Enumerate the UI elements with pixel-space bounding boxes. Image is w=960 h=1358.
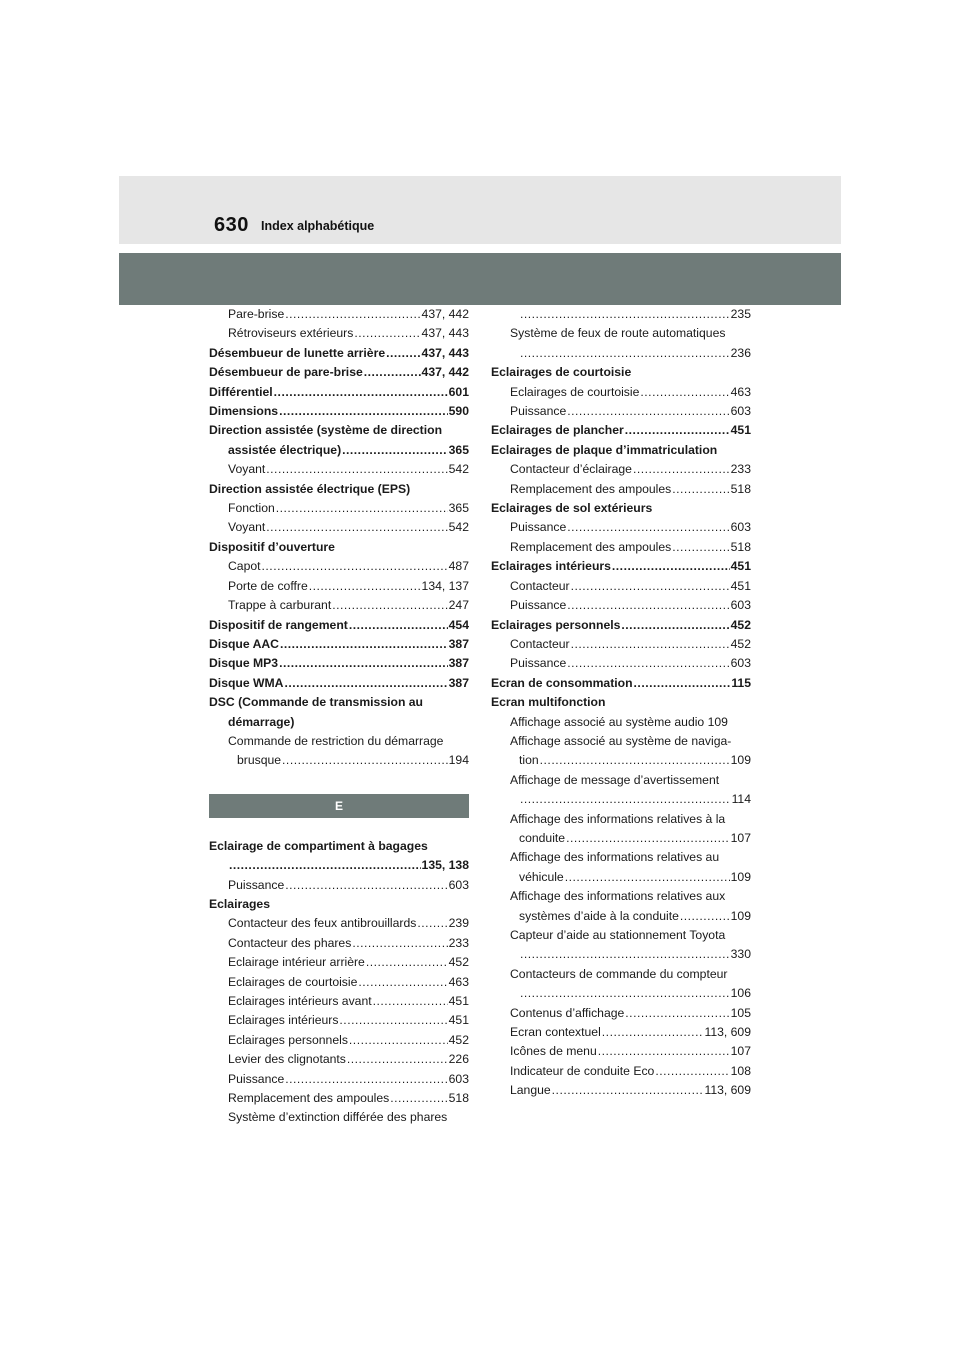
index-subentry-text: Contacteurs de commande du compteur bbox=[510, 966, 728, 981]
index-subentry bbox=[209, 596, 469, 615]
leader-dots bbox=[266, 460, 447, 479]
leader-dots bbox=[332, 596, 447, 615]
entry-label: Puissance bbox=[228, 1071, 285, 1086]
index-column-right bbox=[491, 305, 751, 1101]
entry-label: Porte de coffre bbox=[228, 578, 308, 593]
leader-dots bbox=[284, 674, 447, 693]
leader-dots bbox=[598, 1042, 730, 1061]
index-entry bbox=[209, 383, 469, 402]
page-reference: 194 bbox=[448, 753, 469, 768]
index-entry bbox=[491, 557, 751, 576]
page-reference: 542 bbox=[448, 520, 469, 535]
page-reference: 451 bbox=[448, 1013, 469, 1028]
page-reference: 109 bbox=[730, 753, 751, 768]
entry-label: Voyant bbox=[228, 462, 266, 477]
page-reference: 387 bbox=[448, 656, 469, 671]
page-reference: 239 bbox=[448, 916, 469, 931]
page-reference: 115 bbox=[731, 675, 751, 690]
entry-label: Disque MP3 bbox=[209, 656, 279, 671]
index-subentry bbox=[491, 635, 751, 654]
index-subentry bbox=[491, 518, 751, 537]
index-entry bbox=[491, 616, 751, 635]
leader-dots bbox=[347, 1050, 448, 1069]
header-dark-band bbox=[119, 253, 841, 305]
leader-dots bbox=[229, 856, 421, 875]
page-reference: 108 bbox=[730, 1063, 751, 1078]
entry-label: Eclairages personnels bbox=[228, 1032, 348, 1047]
page-reference: 603 bbox=[730, 598, 751, 613]
leader-dots bbox=[567, 596, 729, 615]
leader-dots bbox=[520, 305, 730, 324]
index-subentry bbox=[209, 1070, 469, 1089]
section-letter: E bbox=[334, 798, 343, 813]
entry-label: Contacteur des feux antibrouillards bbox=[228, 916, 417, 931]
entry-label: Eclairages de courtoisie bbox=[228, 974, 358, 989]
leader-dots bbox=[567, 654, 729, 673]
index-subentry bbox=[491, 344, 751, 363]
entry-label: Remplacement des ampoules bbox=[228, 1091, 390, 1106]
entry-label: Dimensions bbox=[209, 404, 279, 419]
index-heading: Eclairage de compartiment à bagages bbox=[209, 838, 428, 853]
leader-dots bbox=[612, 557, 730, 576]
page-reference: 365 bbox=[448, 501, 469, 516]
index-entry bbox=[209, 654, 469, 673]
entry-label: véhicule bbox=[519, 869, 564, 884]
entry-label: Levier des clignotants bbox=[228, 1052, 346, 1067]
page-reference: 463 bbox=[448, 974, 469, 989]
entry-label: Puissance bbox=[510, 656, 567, 671]
entry-label: Contacteur bbox=[510, 578, 570, 593]
leader-dots bbox=[655, 1062, 729, 1081]
index-heading: Direction assistée électrique (EPS) bbox=[209, 481, 411, 496]
leader-dots bbox=[279, 654, 448, 673]
index-subentry bbox=[209, 934, 469, 953]
page-reference: 113, 609 bbox=[704, 1083, 751, 1098]
leader-dots bbox=[349, 616, 448, 635]
index-subentry bbox=[491, 1062, 751, 1081]
page-reference: 113, 609 bbox=[704, 1025, 751, 1040]
page-reference: 487 bbox=[448, 559, 469, 574]
index-subentry-text: Capteur d’aide au stationnement Toyota bbox=[510, 928, 726, 942]
entry-label: Puissance bbox=[228, 877, 285, 892]
page-reference: 603 bbox=[448, 877, 469, 892]
index-subentry bbox=[209, 557, 469, 576]
index-subentry bbox=[491, 945, 751, 964]
entry-label: Indicateur de conduite Eco bbox=[510, 1063, 655, 1078]
leader-dots bbox=[567, 402, 729, 421]
page-reference: 542 bbox=[448, 462, 469, 477]
entry-label: Contacteur des phares bbox=[228, 935, 352, 950]
entry-label: Contacteur bbox=[510, 636, 570, 651]
page-reference: 109 bbox=[730, 908, 751, 923]
leader-dots bbox=[520, 344, 730, 363]
leader-dots bbox=[358, 973, 447, 992]
index-subentry bbox=[491, 790, 751, 809]
index-subentry-text: Affichage associé au système audio 109 bbox=[510, 714, 728, 729]
leader-dots bbox=[285, 876, 447, 895]
index-subentry bbox=[209, 1050, 469, 1069]
page-reference: 135, 138 bbox=[421, 858, 469, 873]
page-reference: 451 bbox=[730, 423, 751, 438]
index-entry bbox=[209, 616, 469, 635]
entry-label: Voyant bbox=[228, 520, 266, 535]
page-reference: 451 bbox=[448, 994, 469, 1008]
index-subentry bbox=[491, 402, 751, 421]
index-subentry bbox=[491, 751, 751, 770]
leader-dots bbox=[625, 1004, 729, 1023]
index-subentry bbox=[491, 1042, 751, 1061]
index-subentry bbox=[209, 518, 469, 537]
leader-dots bbox=[354, 324, 420, 343]
index-subentry bbox=[491, 577, 751, 596]
leader-dots bbox=[386, 344, 420, 363]
leader-dots bbox=[266, 518, 447, 537]
leader-dots bbox=[567, 518, 729, 537]
entry-label: Eclairages de courtoisie bbox=[510, 384, 640, 399]
index-subentry-text: Système de feux de route automatiques bbox=[510, 326, 726, 341]
index-subentry bbox=[209, 992, 469, 1011]
leader-dots bbox=[282, 751, 448, 770]
leader-dots bbox=[339, 1011, 447, 1030]
page-reference: 437, 443 bbox=[421, 345, 469, 360]
index-heading: Eclairages de plaque d’immatriculation bbox=[491, 442, 718, 457]
leader-dots bbox=[621, 616, 729, 635]
index-subentry bbox=[209, 953, 469, 972]
index-heading: DSC (Commande de transmission au bbox=[209, 695, 424, 710]
index-subentry bbox=[209, 876, 469, 895]
leader-dots bbox=[672, 538, 729, 557]
leader-dots bbox=[364, 363, 421, 382]
entry-label: Capot bbox=[228, 559, 261, 574]
leader-dots bbox=[680, 907, 730, 926]
entry-label: Remplacement des ampoules bbox=[510, 481, 672, 496]
leader-dots bbox=[625, 421, 730, 440]
entry-label: Eclairages personnels bbox=[491, 617, 621, 632]
entry-label: tion bbox=[519, 753, 539, 768]
page-reference: 437, 443 bbox=[421, 326, 469, 341]
index-entry bbox=[209, 635, 469, 654]
page-reference: 105 bbox=[730, 1005, 751, 1020]
leader-dots bbox=[571, 577, 730, 596]
page-reference: 463 bbox=[730, 384, 751, 399]
leader-dots bbox=[280, 635, 448, 654]
index-subentry bbox=[209, 1089, 469, 1108]
page-reference: 452 bbox=[730, 617, 751, 632]
leader-dots bbox=[276, 499, 448, 518]
page-reference: 601 bbox=[448, 384, 469, 399]
entry-label: Eclairages intérieurs bbox=[228, 1013, 339, 1028]
index-subentry bbox=[209, 324, 469, 343]
entry-label: Eclairage intérieur arrière bbox=[228, 955, 365, 970]
index-heading: Ecran multifonction bbox=[491, 695, 606, 710]
index-subentry bbox=[209, 1031, 469, 1050]
page-reference: 451 bbox=[730, 578, 751, 593]
index-subentry bbox=[491, 984, 751, 1003]
leader-dots bbox=[520, 984, 730, 1003]
index-subentry bbox=[491, 460, 751, 479]
index-subentry-text: Affichage des informations relatives à la bbox=[510, 811, 726, 826]
page-reference: 247 bbox=[448, 598, 469, 613]
page-reference: 114 bbox=[731, 792, 751, 807]
entry-label: Puissance bbox=[510, 404, 567, 419]
index-entry bbox=[209, 363, 469, 382]
page-reference: 451 bbox=[730, 559, 751, 574]
page-reference: 134, 137 bbox=[421, 578, 469, 593]
page-reference: 106 bbox=[730, 986, 751, 1001]
leader-dots bbox=[390, 1089, 447, 1108]
page-reference: 603 bbox=[730, 656, 751, 671]
index-subentry bbox=[209, 499, 469, 518]
page-reference: 235 bbox=[730, 307, 751, 321]
index-subentry bbox=[209, 577, 469, 596]
entry-label: Désembueur de pare-brise bbox=[209, 365, 363, 380]
leader-dots bbox=[571, 635, 730, 654]
page-reference: 518 bbox=[448, 1091, 469, 1106]
entry-label: Eclairages intérieurs avant bbox=[228, 994, 372, 1008]
page-reference: 226 bbox=[448, 1052, 469, 1067]
index-subentry bbox=[491, 1081, 751, 1100]
page-reference: 437, 442 bbox=[421, 307, 469, 321]
page-reference: 518 bbox=[730, 481, 751, 496]
index-subentry bbox=[491, 654, 751, 673]
entry-label: Langue bbox=[510, 1083, 551, 1098]
page-reference: 387 bbox=[448, 675, 469, 690]
index-heading: Direction assistée (système de direction bbox=[209, 423, 443, 438]
index-subentry-text: Affichage des informations relatives au bbox=[510, 850, 720, 865]
index-subentry-text: Système d’extinction différée des phares bbox=[228, 1110, 448, 1125]
leader-dots bbox=[634, 674, 731, 693]
page-reference: 603 bbox=[448, 1071, 469, 1086]
index-heading: Eclairages de courtoisie bbox=[491, 365, 632, 380]
entry-label: Disque AAC bbox=[209, 636, 279, 651]
entry-label: assistée électrique) bbox=[228, 442, 342, 457]
index-entry bbox=[209, 344, 469, 363]
entry-label: Rétroviseurs extérieurs bbox=[228, 326, 354, 341]
leader-dots bbox=[309, 577, 421, 596]
leader-dots bbox=[274, 383, 448, 402]
leader-dots bbox=[633, 460, 730, 479]
leader-dots bbox=[520, 945, 730, 964]
entry-label: Fonction bbox=[228, 501, 275, 516]
index-subentry bbox=[491, 1004, 751, 1023]
entry-label: Dispositif de rangement bbox=[209, 617, 348, 632]
entry-label: Contenus d’affichage bbox=[510, 1005, 625, 1020]
entry-label: conduite bbox=[519, 830, 566, 845]
leader-dots bbox=[602, 1023, 704, 1042]
leader-dots bbox=[565, 868, 730, 887]
index-subentry bbox=[209, 305, 469, 324]
leader-dots bbox=[540, 751, 730, 770]
leader-dots bbox=[520, 790, 731, 809]
leader-dots bbox=[640, 383, 729, 402]
entry-label: Ecran de consommation bbox=[491, 675, 633, 690]
entry-label: Trappe à carburant bbox=[228, 598, 332, 613]
index-heading: Eclairages de sol extérieurs bbox=[491, 501, 653, 516]
page-reference: 452 bbox=[448, 955, 469, 970]
leader-dots bbox=[279, 402, 448, 421]
leader-dots bbox=[566, 829, 730, 848]
leader-dots bbox=[349, 1031, 448, 1050]
page-reference: 603 bbox=[730, 404, 751, 419]
index-subentry bbox=[209, 1011, 469, 1030]
index-entry bbox=[209, 674, 469, 693]
leader-dots bbox=[672, 480, 729, 499]
page-reference: 518 bbox=[730, 539, 751, 554]
entry-label: Remplacement des ampoules bbox=[510, 539, 672, 554]
leader-dots bbox=[352, 934, 447, 953]
leader-dots bbox=[262, 557, 448, 576]
page-reference: 387 bbox=[448, 636, 469, 651]
index-heading: Eclairages bbox=[209, 896, 270, 911]
page-reference: 233 bbox=[730, 462, 751, 477]
index-column-left bbox=[209, 305, 469, 1128]
entry-label: Icônes de menu bbox=[510, 1044, 597, 1059]
index-entry bbox=[209, 402, 469, 421]
entry-label: Contacteur d’éclairage bbox=[510, 462, 632, 477]
index-subentry bbox=[491, 868, 751, 887]
page-reference: 452 bbox=[448, 1032, 469, 1047]
page-number: 630 bbox=[214, 214, 249, 236]
index-subentry bbox=[491, 383, 751, 402]
index-subentry bbox=[209, 914, 469, 933]
entry-label: Désembueur de lunette arrière bbox=[209, 345, 386, 360]
leader-dots bbox=[342, 441, 448, 460]
index-subentry bbox=[491, 907, 751, 926]
index-entry bbox=[491, 674, 751, 693]
page-reference: 107 bbox=[730, 1044, 751, 1059]
entry-label: Eclairages intérieurs bbox=[491, 559, 611, 574]
page-reference: 233 bbox=[448, 935, 469, 950]
index-subentry-text: Commande de restriction du démarrage bbox=[228, 733, 444, 748]
entry-label: Disque WMA bbox=[209, 675, 284, 690]
index-subentry-text: Affichage de message d’avertissement bbox=[510, 772, 720, 787]
index-subentry bbox=[491, 829, 751, 848]
index-subentry bbox=[491, 305, 751, 324]
entry-label: Pare-brise bbox=[228, 307, 285, 321]
entry-label: systèmes d’aide à la conduite bbox=[519, 908, 679, 923]
index-subentry-text: Affichage associé au système de naviga- bbox=[510, 733, 732, 748]
index-subentry bbox=[491, 480, 751, 499]
section-letter-band bbox=[209, 794, 469, 818]
index-entry bbox=[491, 421, 751, 440]
section-title: Index alphabétique bbox=[261, 219, 375, 233]
index-entry bbox=[209, 441, 469, 460]
index-subentry bbox=[491, 1023, 751, 1042]
index-subentry bbox=[491, 538, 751, 557]
index-entry bbox=[209, 856, 469, 875]
page-reference: 109 bbox=[730, 869, 751, 884]
page-reference: 452 bbox=[730, 636, 751, 651]
page-reference: 590 bbox=[448, 404, 469, 419]
index-subentry bbox=[209, 751, 469, 770]
entry-label: Ecran contextuel bbox=[510, 1025, 601, 1040]
leader-dots bbox=[417, 914, 447, 933]
index-subentry bbox=[209, 460, 469, 479]
index-heading: démarrage) bbox=[228, 714, 295, 729]
leader-dots bbox=[285, 305, 420, 324]
entry-label: Puissance bbox=[510, 598, 567, 613]
page-reference: 603 bbox=[730, 520, 751, 535]
page-reference: 454 bbox=[448, 617, 469, 632]
entry-label: Eclairages de plancher bbox=[491, 423, 624, 438]
entry-label: Différentiel bbox=[209, 384, 273, 399]
index-subentry bbox=[209, 973, 469, 992]
index-subentry-text: Affichage des informations relatives aux bbox=[510, 889, 726, 904]
page-reference: 437, 442 bbox=[421, 365, 469, 380]
leader-dots bbox=[373, 992, 448, 1011]
index-heading: Dispositif d’ouverture bbox=[209, 539, 335, 554]
page-reference: 107 bbox=[730, 830, 751, 845]
leader-dots bbox=[552, 1081, 704, 1100]
entry-label: Puissance bbox=[510, 520, 567, 535]
leader-dots bbox=[285, 1070, 447, 1089]
leader-dots bbox=[366, 953, 448, 972]
page-reference: 330 bbox=[730, 947, 751, 962]
index-subentry bbox=[491, 596, 751, 615]
page-reference: 365 bbox=[448, 442, 469, 457]
page-reference: 236 bbox=[730, 345, 751, 360]
entry-label: brusque bbox=[237, 753, 282, 768]
